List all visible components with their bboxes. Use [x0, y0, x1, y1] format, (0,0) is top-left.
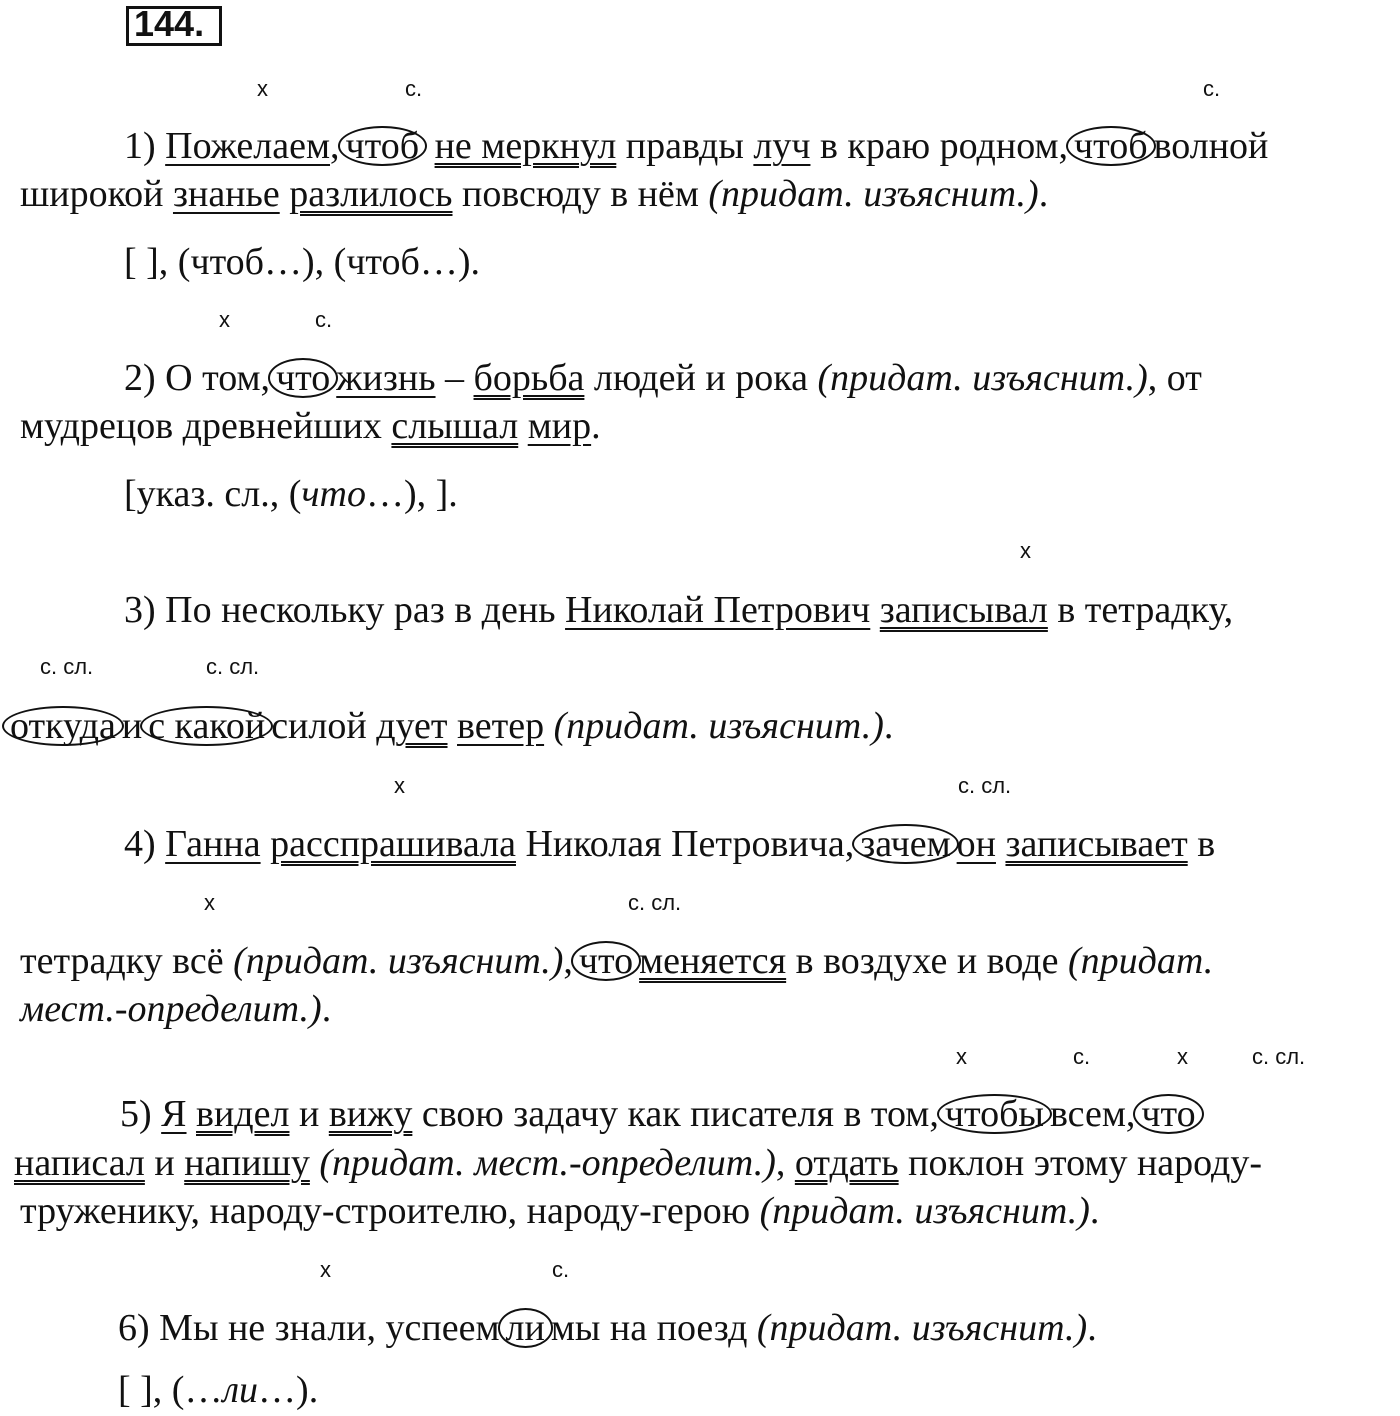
mark-c: с. [552, 1257, 570, 1282]
conjunction-circle: ли [498, 1308, 553, 1348]
sentence-5-line-1: 5) Я видел и вижу свою задачу как писателя в том, чтобы всем, что [120, 1090, 1202, 1138]
mark-x: х [394, 773, 405, 798]
conjunction-circle: что [571, 941, 641, 981]
conjunction-circle: с какой [140, 706, 273, 746]
conjunction-circle: зачем [852, 824, 958, 864]
sentence-4-line-2: тетрадку всё (придат. изъяснит.), что меняется в воздухе и воде (придат. [20, 940, 1214, 982]
mark-x: х [204, 890, 215, 915]
mark-c: с. [405, 76, 423, 101]
conjunction-circle: откуда [2, 706, 124, 746]
mark-x: х [956, 1044, 967, 1069]
sentence-3-line-2: откуда и с какой силой дует ветер (придат. изъяснит.). [4, 702, 893, 750]
sentence-4-line-1: 4) Ганна расспрашивала Николая Петровича, зачем он записывает в [124, 823, 1216, 865]
sentence-1-line-1: 1) Пожелаем, чтоб не меркнул правды луч в краю родном, чтоб волной [124, 125, 1269, 167]
conjunction-circle: что [268, 358, 338, 398]
sentence-6-line-1: 6) Мы не знали, успеем ли мы на поезд (придат. изъяснит.). [118, 1307, 1097, 1349]
mark-cs: с. сл. [206, 654, 260, 679]
mark-x: х [257, 76, 268, 101]
mark-cs: с. сл. [1252, 1044, 1306, 1069]
mark-x: х [320, 1257, 331, 1282]
mark-x: х [1020, 538, 1031, 563]
sentence-5-line-2: написал и напишу (придат. мест.-определит.), отдать поклон этому народу- [14, 1142, 1263, 1184]
mark-c: с. [1203, 76, 1221, 101]
mark-cs: с. сл. [958, 773, 1012, 798]
sentence-1-scheme: [ ], (чтоб…), (чтоб…). [124, 241, 481, 283]
mark-x: х [1177, 1044, 1188, 1069]
mark-x: х [219, 307, 230, 332]
mark-cs: с. сл. [40, 654, 94, 679]
mark-c: с. [315, 307, 333, 332]
sentence-2-line-1: 2) О том, что жизнь – борьба людей и рока (придат. изъяснит.), от [124, 357, 1202, 399]
conjunction-circle: чтобы [937, 1094, 1052, 1134]
mark-cs: с. сл. [628, 890, 682, 915]
sentence-5-line-3: труженику, народу-строителю, народу-герою (придат. изъяснит.). [20, 1190, 1100, 1232]
conjunction-circle: чтоб [338, 126, 428, 166]
sentence-3-line-1: 3) По нескольку раз в день Николай Петрович записывал в тетрадку, [124, 589, 1234, 631]
mark-c: с. [1073, 1044, 1091, 1069]
sentence-6-scheme: [ ], (…ли…). [118, 1369, 319, 1411]
sentence-4-line-3: мест.-определит.). [20, 988, 332, 1030]
conjunction-circle: чтоб [1066, 126, 1156, 166]
sentence-2-line-2: мудрецов древнейших слышал мир. [20, 405, 601, 447]
conjunction-circle: что [1133, 1094, 1203, 1134]
exercise-number: 144. [134, 3, 205, 44]
sentence-2-scheme: [указ. сл., (что…), ]. [124, 473, 458, 515]
sentence-1-line-2: широкой знанье разлилось повсюду в нём (придат. изъяснит.). [20, 173, 1049, 215]
